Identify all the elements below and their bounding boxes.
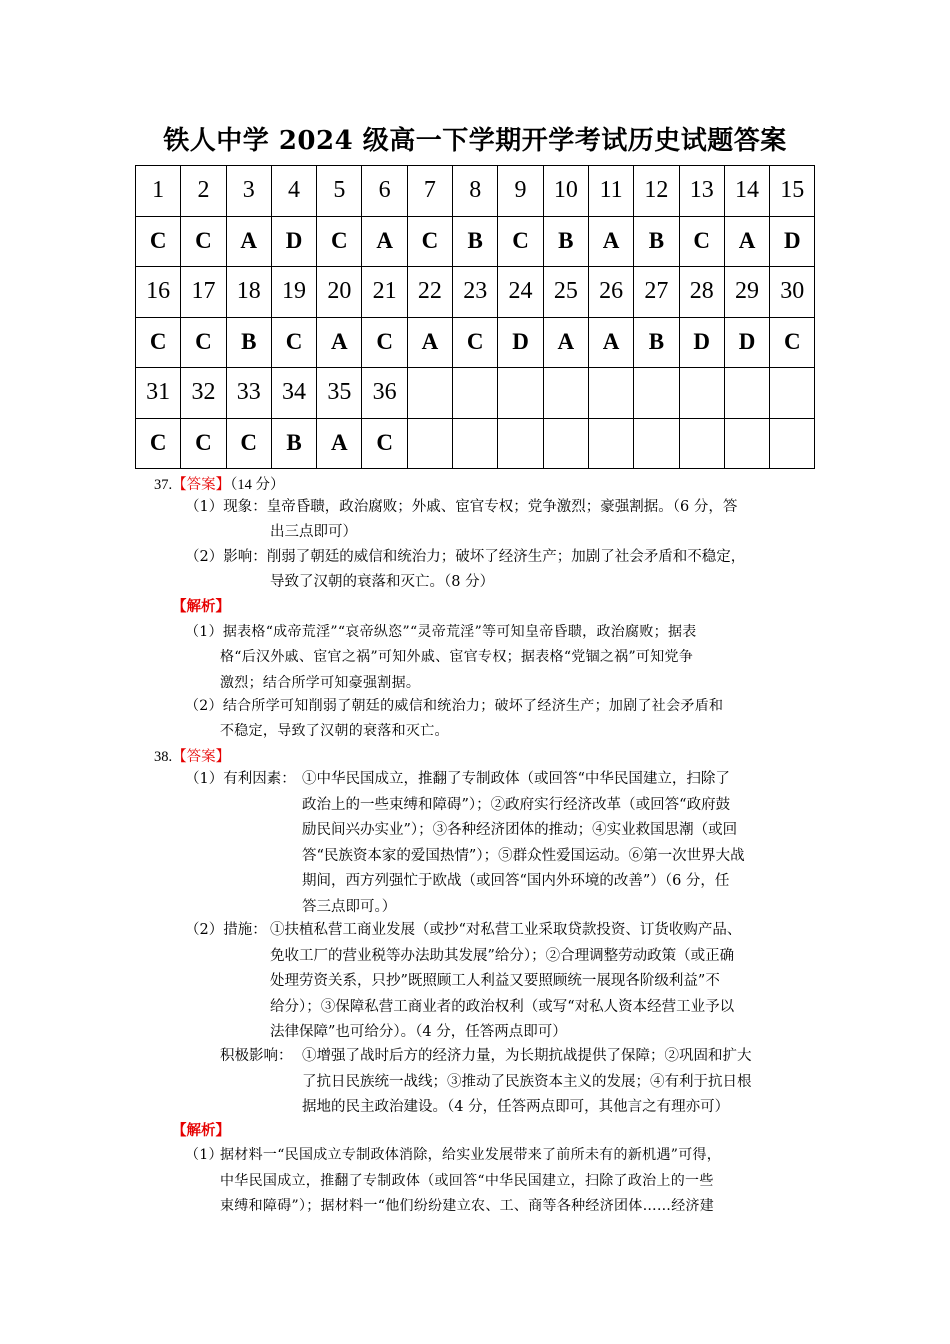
q38-part3-label: 积极影响：	[220, 1048, 293, 1064]
question-number-cell: 35	[317, 368, 362, 419]
question-number-cell	[588, 368, 633, 419]
question-number-cell: 9	[498, 166, 543, 217]
q38-analysis-label: 【解析】	[172, 1122, 230, 1139]
answer-cell: B	[271, 418, 316, 469]
question-number-cell: 11	[588, 166, 633, 217]
question-number-cell: 3	[226, 166, 271, 217]
q38-analysis-1: 据材料一“民国成立专制政体消除，给实业发展带来了前所未有的新机遇”可得， 中华民国成立，推翻了专制政体（或回答“中华民国建立，扫除了政治上的一些 束缚和障碍”）；据材料一“他们纷纷建立农、工、商等各种经济团体……经济建	[220, 1147, 722, 1214]
answer-cell: C	[362, 418, 407, 469]
question-number-cell: 16	[136, 267, 181, 318]
q37-analysis-1: （1）据表格“成帝荒淫”“哀帝纵恣”“灵帝荒淫”等可知皇帝昏聩，政治腐败；据表	[185, 624, 697, 640]
answer-table	[135, 165, 815, 469]
answer-cell: D	[271, 216, 316, 267]
answer-cell	[498, 418, 543, 469]
q37-score: （14 分）	[230, 477, 285, 493]
q38-analysis-1-label: （1）	[185, 1147, 223, 1163]
answer-cell: C	[317, 216, 362, 267]
question-number-row	[136, 267, 815, 318]
answer-cell: C	[679, 216, 724, 267]
answer-cell: D	[724, 317, 769, 368]
question-number-cell: 15	[770, 166, 815, 217]
answer-cell: A	[543, 317, 588, 368]
question-number-row	[136, 166, 815, 217]
q37-part2-cont: 导致了汉朝的衰落和灭亡。（8 分）	[270, 574, 495, 590]
question-number-cell: 18	[226, 267, 271, 318]
q37-analysis-1-cont: 格“后汉外戚、宦官之祸”可知外戚、宦官专权；据表格“党锢之祸”可知党争 激烈；结合所学可知豪强割据。	[220, 649, 694, 691]
question-number-cell: 31	[136, 368, 181, 419]
question-number-cell: 25	[543, 267, 588, 318]
answer-cell: C	[407, 216, 452, 267]
answer-row	[136, 418, 815, 469]
question-number-cell: 19	[271, 267, 316, 318]
question-number-cell	[679, 368, 724, 419]
question-number-cell	[407, 368, 452, 419]
q37-number: 37.【答案】（14 分）	[154, 477, 285, 493]
q38-part1-label: （1）有利因素：	[185, 771, 296, 787]
answer-cell: B	[543, 216, 588, 267]
question-number-cell: 23	[453, 267, 498, 318]
question-number-cell: 8	[453, 166, 498, 217]
answer-cell: C	[770, 317, 815, 368]
q38-part3: ①增强了战时后方的经济力量，为长期抗战提供了保障；②巩固和扩大 了抗日民族统一战线；③推动了民族资本主义的发展；④有利于抗日根 据地的民主政治建设。（4 分，任答两点即可，其他言之有理亦可）	[302, 1048, 752, 1115]
question-number-cell: 36	[362, 368, 407, 419]
question-number-cell: 2	[181, 166, 226, 217]
answer-cell: C	[136, 216, 181, 267]
question-number-cell: 27	[634, 267, 679, 318]
question-number-cell: 17	[181, 267, 226, 318]
q38-part1: ①中华民国成立，推翻了专制政体（或回答“中华民国建立，扫除了 政治上的一些束缚和障碍”）；②政府实行经济改革（或回答“政府鼓 励民间兴办实业”）；③各种经济团体的推动；④实业救国思潮（或回 答“民族资本家的爱国热情”）；⑤群众性爱国运动。⑥第一次世界大战 期间，西方列强忙于欧战（或回答“国内外环境的改善”）（6 分，任 答三点即可。）	[302, 771, 745, 915]
question-number-cell: 4	[271, 166, 316, 217]
answer-cell: A	[588, 317, 633, 368]
answer-cell	[453, 418, 498, 469]
answer-cell: D	[770, 216, 815, 267]
question-number-cell: 34	[271, 368, 316, 419]
question-number-cell: 30	[770, 267, 815, 318]
answer-cell: D	[679, 317, 724, 368]
q37-answer-label: 【答案】	[172, 477, 231, 493]
answer-cell: C	[181, 317, 226, 368]
question-number-cell: 13	[679, 166, 724, 217]
answer-cell: B	[634, 317, 679, 368]
answer-cell: B	[226, 317, 271, 368]
answer-cell: C	[226, 418, 271, 469]
answer-cell: C	[181, 216, 226, 267]
question-number-cell: 20	[317, 267, 362, 318]
answer-cell	[679, 418, 724, 469]
q37-analysis-2-cont: 不稳定，导致了汉朝的衰落和灭亡。	[220, 723, 449, 739]
question-number-cell: 12	[634, 166, 679, 217]
question-number-cell: 10	[543, 166, 588, 217]
answer-row	[136, 317, 815, 368]
answer-cell: A	[226, 216, 271, 267]
question-number-cell	[543, 368, 588, 419]
answer-cell	[407, 418, 452, 469]
answer-cell: C	[136, 317, 181, 368]
question-number-cell	[498, 368, 543, 419]
q37-analysis-label: 【解析】	[172, 598, 230, 615]
question-number-cell: 7	[407, 166, 452, 217]
answer-cell: A	[407, 317, 452, 368]
answer-cell	[770, 418, 815, 469]
q38-part2-label: （2）措施：	[185, 922, 267, 938]
answer-cell: C	[498, 216, 543, 267]
question-number-cell	[453, 368, 498, 419]
question-number-cell: 14	[724, 166, 769, 217]
question-number-cell	[724, 368, 769, 419]
q37-part2: （2）影响：削弱了朝廷的威信和统治力；破坏了经济生产；加剧了社会矛盾和不稳定，	[185, 549, 746, 565]
answer-cell	[588, 418, 633, 469]
question-number-cell: 26	[588, 267, 633, 318]
question-number-cell: 33	[226, 368, 271, 419]
answer-cell: A	[724, 216, 769, 267]
answer-cell: A	[317, 418, 362, 469]
question-number-cell: 24	[498, 267, 543, 318]
q38-answer-label: 【答案】	[172, 749, 231, 765]
answer-cell	[634, 418, 679, 469]
question-number-cell: 22	[407, 267, 452, 318]
question-number-cell	[770, 368, 815, 419]
page-title: 铁人中学 2024 级高一下学期开学考试历史试题答案	[163, 126, 787, 156]
answer-cell: B	[634, 216, 679, 267]
q37-part1: （1）现象：皇帝昏聩，政治腐败；外戚、宦官专权；党争激烈；豪强割据。（6 分，答	[185, 499, 738, 515]
question-number-cell: 6	[362, 166, 407, 217]
q38-number: 38.【答案】	[154, 749, 231, 765]
answer-cell: C	[181, 418, 226, 469]
q38-part2: ①扶植私营工商业发展（或抄“对私营工业采取贷款投资、订货收购产品、 免收工厂的营业税等办法助其发展”给分）；②合理调整劳动政策（或正确 处理劳资关系，只抄”既照顾工人利益又要照顾统一展现各阶级利益”不 给分）；③保障私营工商业者的政治权利（或写“对私人资本经营工业予以 法律保障”也可给分）。（4 分，任答两点即可）	[270, 922, 742, 1040]
question-number-cell: 5	[317, 166, 362, 217]
question-number-cell: 29	[724, 267, 769, 318]
q37-analysis-2: （2）结合所学可知削弱了朝廷的威信和统治力；破坏了经济生产；加剧了社会矛盾和	[185, 698, 724, 714]
question-number-cell: 1	[136, 166, 181, 217]
question-number-cell: 21	[362, 267, 407, 318]
answer-cell: C	[271, 317, 316, 368]
answer-cell: C	[136, 418, 181, 469]
answer-cell: A	[588, 216, 633, 267]
answer-cell: C	[362, 317, 407, 368]
question-number-cell	[634, 368, 679, 419]
question-number-cell: 32	[181, 368, 226, 419]
q37-part1-cont: 出三点即可）	[270, 524, 357, 540]
answer-cell: A	[317, 317, 362, 368]
question-number-row	[136, 368, 815, 419]
answer-cell: A	[362, 216, 407, 267]
question-number-cell: 28	[679, 267, 724, 318]
answer-cell	[543, 418, 588, 469]
answer-cell: C	[453, 317, 498, 368]
answer-cell: B	[453, 216, 498, 267]
answer-row	[136, 216, 815, 267]
answer-cell: D	[498, 317, 543, 368]
answer-cell	[724, 418, 769, 469]
